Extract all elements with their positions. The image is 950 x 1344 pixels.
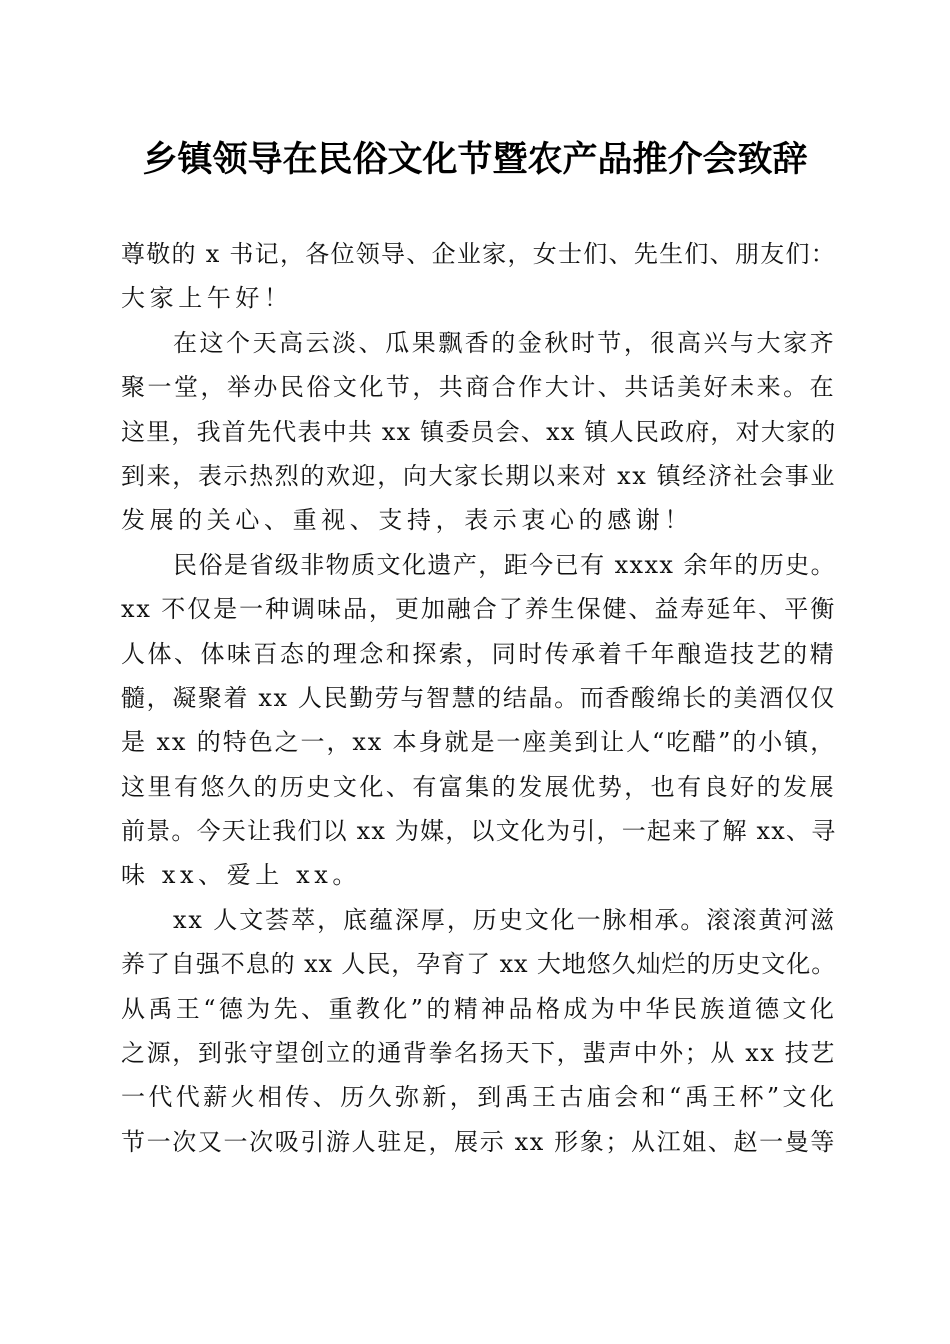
- text-line: 是 xx 的特色之一，xx 本身就是一座美到让人“吃醋”的小镇，: [121, 728, 836, 757]
- text-line: 养了自强不息的 xx 人民，孕育了 xx 大地悠久灿烂的历史文化。: [121, 950, 836, 979]
- text-line: 尊敬的 x 书记，各位领导、企业家，女士们、先生们、朋友们：: [121, 240, 836, 268]
- text-line: 大家上午好！: [121, 284, 293, 313]
- text-line: 聚一堂，举办民俗文化节，共商合作大计、共话美好未来。在: [121, 373, 836, 402]
- text-line: 在这个天高云淡、瓜果飘香的金秋时节，很高兴与大家齐: [173, 328, 836, 357]
- text-line: 这里有悠久的历史文化、有富集的发展优势，也有良好的发展: [121, 772, 836, 801]
- text-line: 从禹王“德为先、重教化”的精神品格成为中华民族道德文化: [121, 994, 838, 1023]
- text-line: 这里，我首先代表中共 xx 镇委员会、xx 镇人民政府，对大家的: [121, 417, 837, 446]
- text-line: xx 人文荟萃，底蕴深厚，历史文化一脉相承。滚滚黄河滋: [173, 905, 836, 934]
- text-line: 味 xx、爱上 xx。: [121, 861, 361, 890]
- text-line: 到来，表示热烈的欢迎，向大家长期以来对 xx 镇经济社会事业: [121, 461, 836, 490]
- text-line: 节一次又一次吸引游人驻足，展示 xx 形象；从江姐、赵一曼等: [121, 1127, 836, 1156]
- document-body: [121, 232, 836, 1164]
- text-line: 发展的关心、重视、支持，表示衷心的感谢！: [121, 506, 693, 535]
- text-line: 民俗是省级非物质文化遗产，距今已有 xxxx 余年的历史。: [173, 550, 836, 579]
- document-title: 乡镇领导在民俗文化节暨农产品推介会致辞: [142, 139, 808, 180]
- text-line: 髓，凝聚着 xx 人民勤劳与智慧的结晶。而香酸绵长的美酒仅仅: [121, 683, 836, 712]
- text-line: 一代代薪火相传、历久弥新，到禹王古庙会和“禹王杯”文化: [121, 1083, 838, 1112]
- text-line: 之源，到张守望创立的通背拳名扬天下，蜚声中外；从 xx 技艺: [121, 1039, 836, 1068]
- text-line: xx 不仅是一种调味品，更加融合了养生保健、益寿延年、平衡: [121, 595, 836, 624]
- text-line: 前景。今天让我们以 xx 为媒，以文化为引，一起来了解 xx、寻: [121, 817, 837, 846]
- text-line: 人体、体味百态的理念和探索，同时传承着千年酿造技艺的精: [121, 639, 836, 668]
